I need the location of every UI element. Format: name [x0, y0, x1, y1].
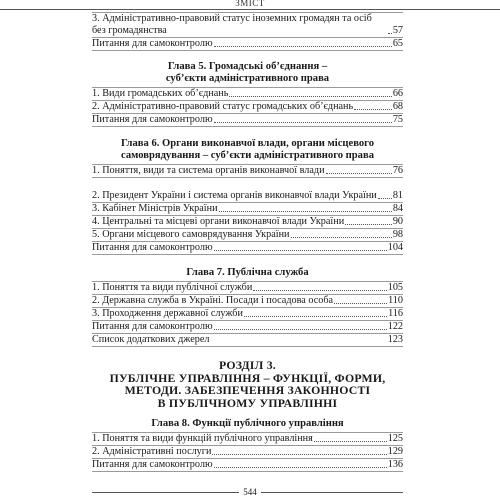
toc-entry[interactable] — [92, 281, 403, 295]
toc-entry-page: 68 — [392, 101, 403, 112]
toc-entry-page: 122 — [387, 321, 403, 332]
toc-entry[interactable] — [92, 229, 403, 242]
chapter-8 — [92, 418, 403, 472]
chapter-title-line: Глава 6. Органи виконавчої влади, органи місцевого — [121, 138, 374, 149]
toc-leader — [314, 441, 387, 442]
toc-entry[interactable] — [92, 242, 403, 255]
toc-leader — [326, 173, 392, 174]
toc-entry[interactable] — [92, 114, 403, 127]
toc-entry-text: 1. Поняття, види та система органів виконавчої влади — [92, 165, 325, 176]
toc-entry-page: 57 — [392, 25, 403, 36]
chapter-6-title — [92, 138, 403, 162]
section-title-line: ПУБЛІЧНЕ УПРАВЛІННЯ – ФУНКЦІЇ, ФОРМИ, — [109, 370, 386, 385]
toc-entry-page: 66 — [392, 88, 403, 99]
toc-entry-page: 84 — [392, 203, 403, 214]
toc-entry-page: 136 — [387, 459, 403, 471]
toc-entry[interactable] — [92, 321, 403, 334]
toc-leader — [388, 33, 392, 34]
toc-entry-page: 104 — [387, 242, 403, 253]
toc-entry-text: 2. Президент України і система органів виконавчої влади України — [92, 190, 377, 201]
toc-entry-text: 4. Центральні та місцеві органи виконавчої влади України — [92, 216, 345, 227]
toc-entry[interactable] — [92, 295, 403, 308]
chapter-title-line: суб’єкти адміністративного права — [165, 73, 330, 84]
toc-entry-page: 98 — [392, 229, 403, 240]
toc-entry[interactable] — [92, 87, 403, 101]
toc-entry[interactable] — [92, 334, 403, 347]
toc-leader — [378, 198, 392, 199]
toc-entry-page: 110 — [388, 295, 403, 306]
toc-entry-page: 105 — [387, 282, 403, 293]
toc-entry-page: 129 — [387, 446, 403, 458]
toc-entry[interactable] — [92, 432, 403, 446]
toc-entry[interactable] — [92, 164, 403, 178]
toc-leader — [291, 237, 392, 238]
chapter-5 — [92, 61, 403, 127]
toc-leader — [244, 316, 387, 317]
toc-leader — [219, 211, 392, 212]
chapter-7-title — [92, 267, 403, 279]
toc-entry-text: Питання для самоконтролю — [92, 459, 213, 471]
toc-entry-page: 76 — [392, 165, 403, 176]
chapter-title-line: самоврядування – суб’єкти адміністративного права — [120, 150, 374, 161]
page-number — [0, 487, 500, 498]
chapter-8-title — [92, 418, 403, 430]
toc-entry-text: Питання для самоконтролю — [92, 38, 213, 49]
toc-entry[interactable] — [92, 203, 403, 216]
toc-leader — [229, 96, 391, 97]
toc-entry[interactable] — [92, 459, 403, 472]
chapter-title-line: Глава 8. Функції публічного управління — [151, 418, 344, 430]
toc-leader — [214, 467, 387, 468]
toc-entry[interactable] — [92, 446, 403, 459]
toc-leader — [214, 122, 392, 123]
toc-entry[interactable] — [92, 178, 403, 203]
toc-leader — [214, 329, 387, 330]
toc-entry-text: 3. Адміністративно-правовий статус іноземних громадян та осіб без громадянства — [92, 13, 372, 36]
running-header — [0, 0, 500, 12]
toc-entry-text: Список додаткових джерел — [92, 334, 210, 345]
toc-leader — [334, 303, 387, 304]
chapter-title-line: Глава 5. Громадські об’єднання – — [167, 61, 328, 72]
toc-entry-text: 3. Проходження державної служби — [92, 308, 243, 319]
toc-content — [92, 12, 403, 472]
toc-entry-text: 1. Поняття та види функцій публічного управління — [92, 433, 313, 445]
toc-entry[interactable] — [92, 38, 403, 51]
toc-entry[interactable] — [92, 101, 403, 114]
page-number-text: 544 — [239, 487, 261, 497]
toc-entry-page: 81 — [392, 190, 403, 201]
chapter-5-title — [92, 61, 403, 85]
toc-leader — [345, 224, 392, 225]
toc-entry[interactable] — [92, 12, 403, 38]
section-title-line: МЕТОДИ. ЗАБЕЗПЕЧЕННЯ ЗАКОННОСТІ — [124, 383, 371, 398]
toc-entry[interactable] — [92, 308, 403, 321]
toc-entry-text: 1. Поняття та види публічної служби — [92, 282, 253, 293]
toc-leader — [214, 46, 392, 47]
toc-block-top — [92, 12, 403, 51]
toc-leader — [253, 290, 386, 291]
toc-entry-text: 2. Адміністративно-правовий статус громадських об’єднань — [92, 101, 354, 112]
chapter-title-line: Глава 7. Публічна служба — [186, 267, 309, 278]
chapter-6 — [92, 138, 403, 255]
toc-entry-page: 125 — [387, 433, 403, 445]
toc-entry-page: 116 — [388, 308, 403, 319]
toc-leader — [212, 454, 386, 455]
page-footer — [0, 487, 500, 500]
toc-entry-text: Питання для самоконтролю — [92, 242, 213, 253]
section-title-line: РОЗДІЛ 3. — [219, 358, 276, 372]
toc-entry-text: 3. Кабінет Міністрів України — [92, 203, 218, 214]
section-3-title — [92, 359, 403, 409]
toc-entry-text: 1. Види громадських об’єднань — [92, 88, 229, 99]
section-title-line: В ПУБЛІЧНОМУ УПРАВЛІННІ — [157, 395, 338, 410]
toc-entry-page: 123 — [387, 334, 403, 345]
toc-entry-text: Питання для самоконтролю — [92, 114, 213, 125]
toc-entry-text: 5. Органи місцевого самоврядування України — [92, 229, 290, 240]
chapter-7 — [92, 267, 403, 347]
toc-entry-page: 75 — [392, 114, 403, 125]
toc-entry-text: 2. Державна служба в Україні. Посади і посадова особа — [92, 295, 334, 306]
toc-entry-text: Питання для самоконтролю — [92, 321, 213, 332]
toc-leader — [354, 109, 392, 110]
toc-entry-text: 2. Адміністративні послуги — [92, 446, 212, 458]
header-rule — [0, 9, 500, 10]
toc-entry[interactable] — [92, 216, 403, 229]
toc-entry-page: 65 — [392, 38, 403, 49]
toc-leader — [214, 250, 387, 251]
toc-entry-page: 90 — [392, 216, 403, 227]
header-title: ЗМІСТ — [235, 0, 265, 8]
